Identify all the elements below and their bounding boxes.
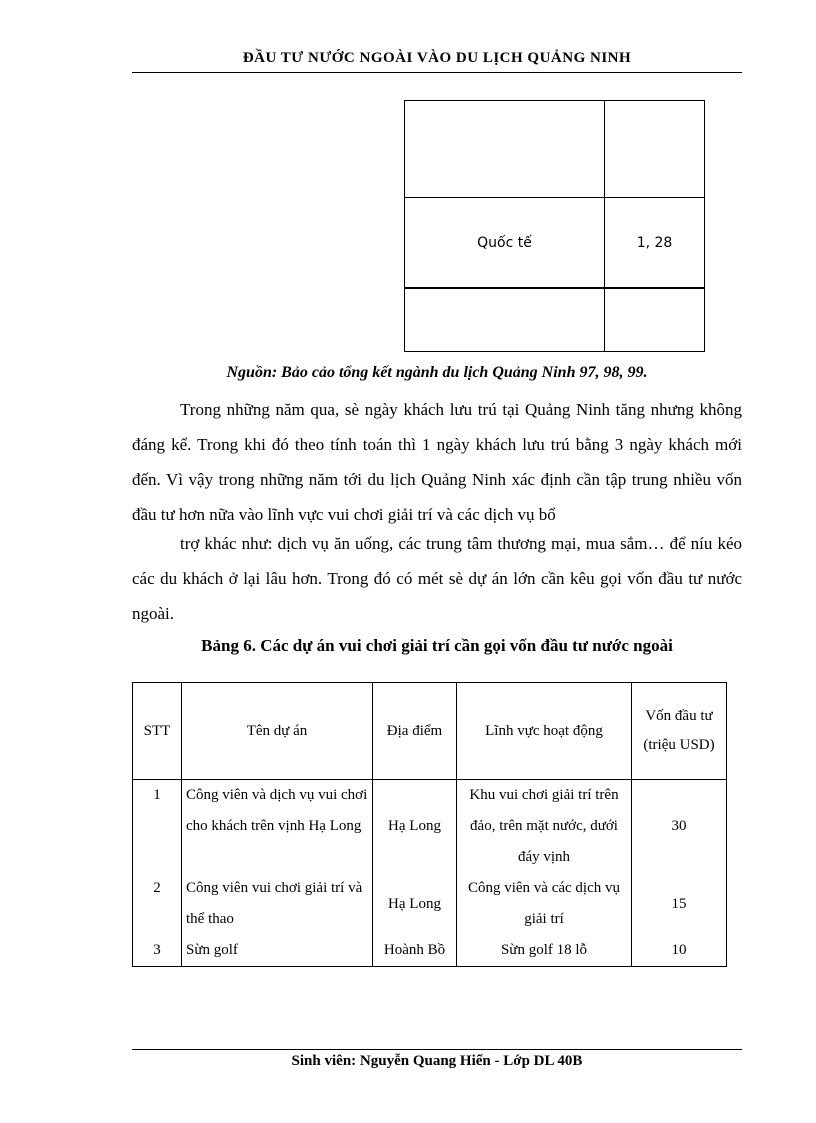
- header-project-name: Tên dự án: [182, 683, 373, 780]
- header-divider: [132, 72, 742, 73]
- cell-capital: 30: [632, 780, 727, 874]
- body-paragraph: trợ khác như: dịch vụ ăn uống, các trung tâm thương mại, mua sắm… để níu kéo các du khách ở lại lâu hơn. Trong đó có mét sè dự án lớn cần kêu gọi vốn đầu tư nước ngoài.: [132, 534, 742, 623]
- table-row: [405, 101, 705, 198]
- cell-field: Công viên và các dịch vụ giải trí: [457, 873, 632, 935]
- cell-stt: 1: [133, 780, 182, 874]
- row-label: [405, 101, 605, 198]
- header-field: Lĩnh vực hoạt động: [457, 683, 632, 780]
- page-header: ĐẦU TƯ NƯỚC NGOÀI VÀO DU LỊCH QUẢNG NINH: [242, 50, 632, 66]
- table-row: [133, 935, 727, 967]
- row-value: [605, 288, 705, 352]
- body-paragraph: Trong những năm qua, sè ngày khách lưu trú tại Quảng Ninh tăng nhưng không đáng kể. Trong khi đó theo tính toán thì 1 ngày khách lưu trú bằng 3 ngày khách mới đến. Vì vậy trong những năm tới du lịch Quảng Ninh xác định cần tập trung nhiều vốn đầu tư hơn nữa vào lĩnh vực vui chơi giải trí và các dịch vụ bổ: [132, 400, 742, 524]
- continued-stats-table: [404, 100, 705, 352]
- cell-location: Hạ Long: [373, 780, 457, 874]
- header-capital: Vốn đầu tư (triệu USD): [632, 683, 727, 780]
- row-label: Quốc tế: [405, 198, 605, 289]
- table-row: [405, 198, 705, 289]
- cell-location: Hạ Long: [373, 873, 457, 935]
- cell-stt: 2: [133, 873, 182, 935]
- cell-capital: 15: [632, 873, 727, 935]
- cell-capital: 10: [632, 935, 727, 967]
- row-value: 1, 28: [605, 198, 705, 289]
- page-footer: Sinh viên: Nguyễn Quang Hiển - Lớp DL 40B: [291, 1053, 583, 1069]
- footer-divider: [132, 1049, 742, 1050]
- cell-project-name: Công viên vui chơi giải trí và thể thao: [182, 873, 373, 935]
- cell-project-name: Công viên và dịch vụ vui chơi cho khách trên vịnh Hạ Long: [182, 780, 373, 874]
- header-stt: STT: [133, 683, 182, 780]
- table-row: [133, 780, 727, 874]
- table-row: [133, 873, 727, 935]
- table-row: [405, 288, 705, 352]
- cell-stt: 3: [133, 935, 182, 967]
- table-header-row: [133, 683, 727, 780]
- projects-table: [132, 682, 727, 967]
- row-label: [405, 288, 605, 352]
- cell-location: Hoành Bồ: [373, 935, 457, 967]
- cell-field: Khu vui chơi giải trí trên đảo, trên mặt nước, dưới đáy vịnh: [457, 780, 632, 874]
- table-caption: Bảng 6. Các dự án vui chơi giải trí cần gọi vốn đầu tư nước ngoài: [201, 636, 673, 655]
- header-location: Địa điểm: [373, 683, 457, 780]
- cell-project-name: Sừn golf: [182, 935, 373, 967]
- cell-field: Sừn golf 18 lỗ: [457, 935, 632, 967]
- row-value: [605, 101, 705, 198]
- table-source-note: Nguồn: Bảo cảo tổng kết ngành du lịch Quảng Ninh 97, 98, 99.: [226, 364, 648, 381]
